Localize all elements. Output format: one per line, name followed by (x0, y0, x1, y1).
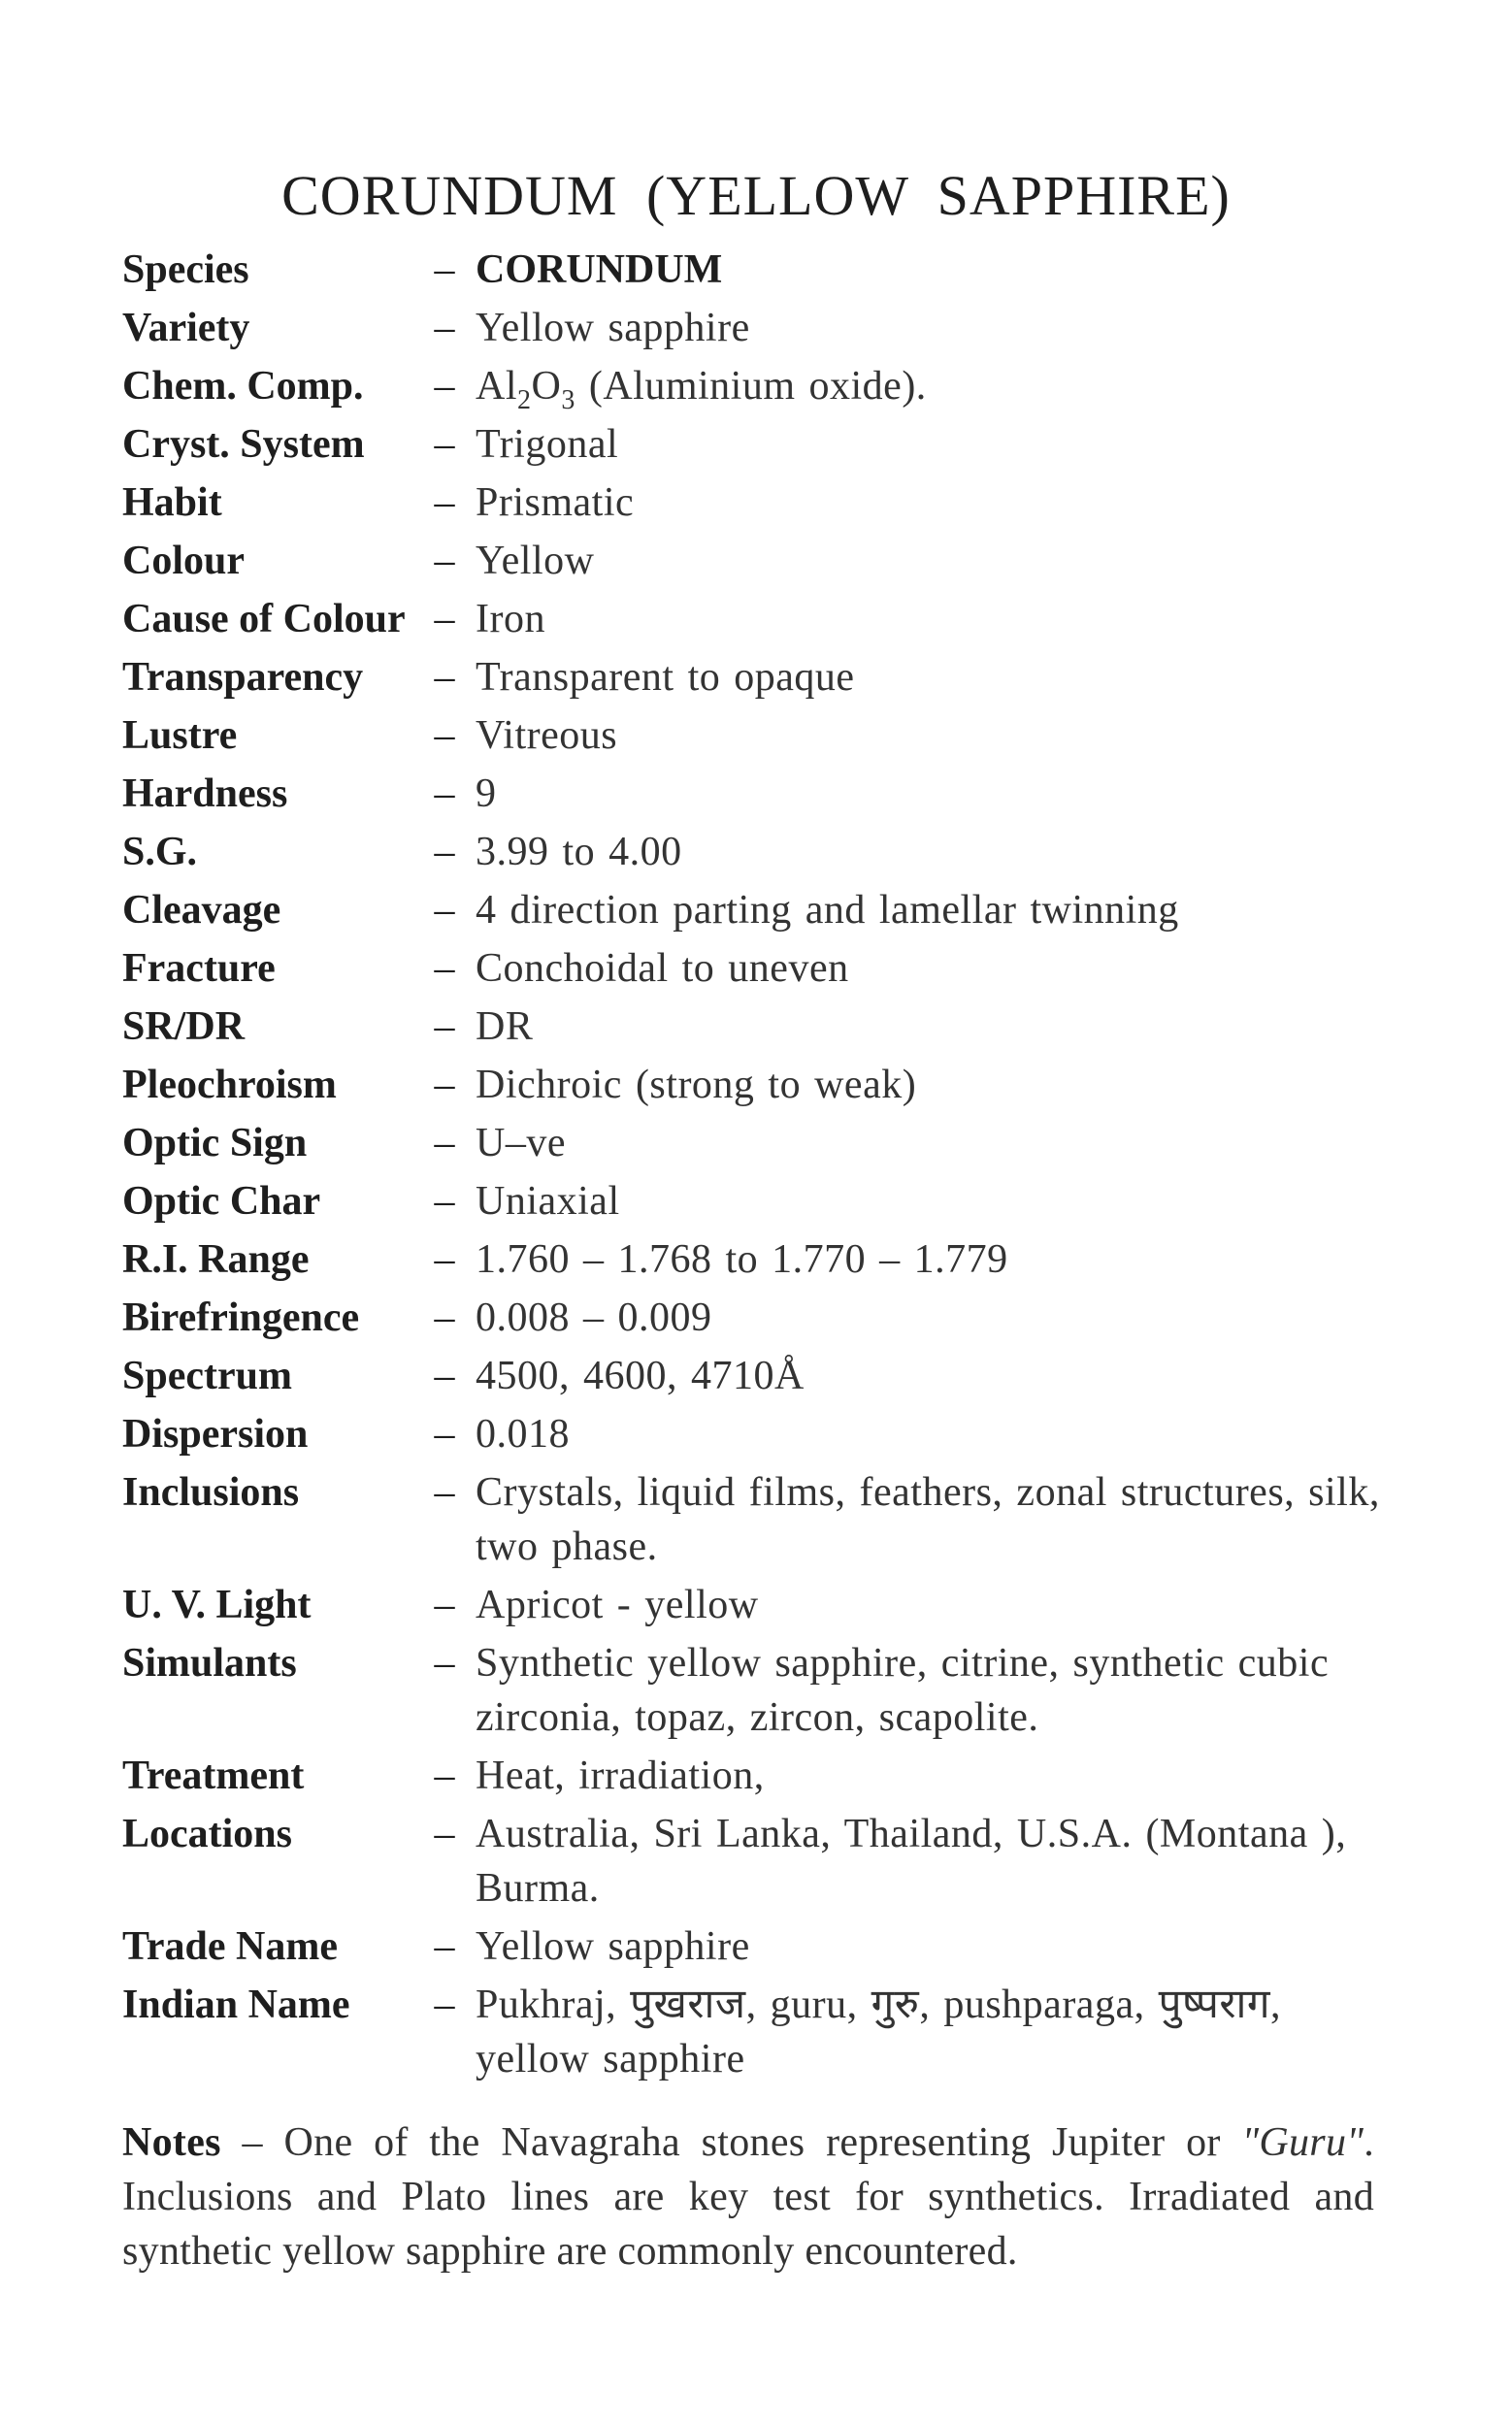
property-inclusions (122, 1465, 1384, 1574)
property-dash: – (434, 1354, 455, 1398)
formula-description: (Aluminium oxide). (575, 364, 927, 409)
formula-al: Al (476, 364, 517, 409)
property-label: Spectrum (122, 1354, 292, 1398)
property-lustre (122, 708, 1384, 763)
notes-text-before: One of the Navagraha stones representing Jupiter or (283, 2120, 1242, 2165)
property-label: Hardness (122, 771, 288, 816)
notes-paragraph (122, 2115, 1374, 2278)
property-value: Heat, irradiation, (476, 1754, 765, 1798)
property-value: Iron (476, 597, 545, 641)
property-label: R.I. Range (122, 1237, 310, 1282)
property-dash: – (434, 1470, 455, 1515)
property-chem-comp (122, 359, 1384, 413)
property-dash: – (434, 830, 455, 874)
property-habit (122, 475, 1384, 530)
property-value (476, 359, 1384, 413)
property-cause-of-colour (122, 592, 1384, 646)
property-sr-dr (122, 1000, 1384, 1054)
property-value: 3.99 to 4.00 (476, 830, 682, 874)
property-value: Yellow (476, 539, 595, 583)
property-dash: – (434, 597, 455, 641)
property-label: Lustre (122, 713, 238, 758)
property-dash: – (434, 1583, 455, 1627)
property-optic-char (122, 1174, 1384, 1229)
property-label: Inclusions (122, 1470, 300, 1515)
property-value: Uniaxial (476, 1179, 620, 1224)
property-value: Conchoidal to uneven (476, 946, 849, 991)
property-indian-name (122, 1978, 1384, 2086)
property-label: Colour (122, 539, 245, 583)
property-locations (122, 1807, 1384, 1916)
property-value: Dichroic (strong to weak) (476, 1063, 917, 1107)
property-cryst-system (122, 417, 1384, 472)
property-dash: – (434, 771, 455, 816)
property-label: Pleochroism (122, 1063, 337, 1107)
property-dash: – (434, 1754, 455, 1798)
property-variety (122, 301, 1384, 355)
property-value: 0.008 – 0.009 (476, 1295, 712, 1340)
property-treatment (122, 1749, 1384, 1803)
notes-dash: – (220, 2120, 284, 2165)
property-value: Apricot - yellow (476, 1583, 759, 1627)
property-spectrum (122, 1349, 1384, 1403)
property-label: Birefringence (122, 1295, 360, 1340)
property-value: 0.018 (476, 1412, 570, 1457)
property-label: Dispersion (122, 1412, 309, 1457)
property-label: Transparency (122, 655, 364, 700)
property-value: Australia, Sri Lanka, Thailand, U.S.A. (Montana ), Burma. (476, 1812, 1347, 1911)
property-dash: – (434, 1412, 455, 1457)
property-value: Transparent to opaque (476, 655, 855, 700)
notes-text-after: . Inclusions and Plato lines are key test for synthetics. Irradiated and synthetic yellow sapphire are commonly encountered. (122, 2120, 1374, 2274)
property-label: Optic Sign (122, 1121, 308, 1165)
property-value: Synthetic yellow sapphire, citrine, synthetic cubic zirconia, topaz, zircon, scapolite. (476, 1641, 1330, 1740)
property-dash: – (434, 1121, 455, 1165)
property-dash: – (434, 364, 455, 409)
property-dash: – (434, 422, 455, 467)
property-label: Cryst. System (122, 422, 365, 467)
property-label: U. V. Light (122, 1583, 312, 1627)
property-transparency (122, 650, 1384, 705)
property-dash: – (434, 655, 455, 700)
property-value: Trigonal (476, 422, 619, 467)
property-label: Locations (122, 1812, 293, 1856)
property-dash: – (434, 1641, 455, 1686)
notes-italic-guru: "Guru" (1241, 2120, 1364, 2165)
property-label: Species (122, 247, 249, 292)
property-dash: – (434, 1004, 455, 1049)
property-cleavage (122, 883, 1384, 937)
property-value: 1.760 – 1.768 to 1.770 – 1.779 (476, 1237, 1008, 1282)
property-label: Cause of Colour (122, 597, 406, 641)
property-label: Habit (122, 480, 222, 525)
property-label: Fracture (122, 946, 276, 991)
property-simulants (122, 1636, 1384, 1745)
property-sg (122, 825, 1384, 879)
property-uv-light (122, 1578, 1384, 1632)
property-dash: – (434, 1812, 455, 1856)
property-value: Yellow sapphire (476, 306, 750, 350)
property-trade-name (122, 1919, 1384, 1974)
property-dash: – (434, 1295, 455, 1340)
property-dash: – (434, 1063, 455, 1107)
property-dash: – (434, 306, 455, 350)
formula-subscript-3: 3 (561, 385, 575, 415)
formula-o: O (531, 364, 562, 409)
property-dash: – (434, 247, 455, 292)
property-label: Variety (122, 306, 250, 350)
property-dash: – (434, 888, 455, 933)
property-pleochroism (122, 1058, 1384, 1112)
property-label: Trade Name (122, 1924, 338, 1969)
property-dash: – (434, 1924, 455, 1969)
formula-subscript-2: 2 (517, 385, 532, 415)
property-value: 9 (476, 771, 497, 816)
property-value: Vitreous (476, 713, 618, 758)
property-label: Treatment (122, 1754, 305, 1798)
notes-label: Notes (122, 2120, 221, 2165)
property-birefringence (122, 1291, 1384, 1345)
property-dispersion (122, 1407, 1384, 1461)
property-label: Cleavage (122, 888, 281, 933)
property-optic-sign (122, 1116, 1384, 1170)
property-dash: – (434, 713, 455, 758)
property-dash: – (434, 1237, 455, 1282)
property-ri-range (122, 1232, 1384, 1287)
property-species (122, 243, 1384, 297)
property-value: Yellow sapphire (476, 1924, 750, 1969)
property-label: Optic Char (122, 1179, 321, 1224)
property-hardness (122, 767, 1384, 821)
properties-list (122, 243, 1384, 2090)
property-fracture (122, 941, 1384, 996)
property-value: CORUNDUM (476, 247, 723, 292)
property-value: 4 direction parting and lamellar twinning (476, 888, 1179, 933)
property-value: Pukhraj, पुखराज, guru, गुरु, pushparaga, पुष्पराग, yellow sapphire (476, 1983, 1282, 2082)
property-dash: – (434, 1983, 455, 2027)
property-label: SR/DR (122, 1004, 246, 1049)
property-colour (122, 534, 1384, 588)
property-value: Prismatic (476, 480, 635, 525)
page-title: CORUNDUM (YELLOW SAPPHIRE) (281, 164, 1231, 227)
property-value: 4500, 4600, 4710Å (476, 1354, 805, 1398)
property-dash: – (434, 480, 455, 525)
property-label: Chem. Comp. (122, 364, 364, 409)
property-label: Simulants (122, 1641, 297, 1686)
property-dash: – (434, 1179, 455, 1224)
property-dash: – (434, 946, 455, 991)
property-value: DR (476, 1004, 534, 1049)
property-dash: – (434, 539, 455, 583)
property-value: U–ve (476, 1121, 566, 1165)
property-value: Crystals, liquid films, feathers, zonal structures, silk, two phase. (476, 1470, 1380, 1569)
property-label: Indian Name (122, 1983, 350, 2027)
property-label: S.G. (122, 830, 198, 874)
